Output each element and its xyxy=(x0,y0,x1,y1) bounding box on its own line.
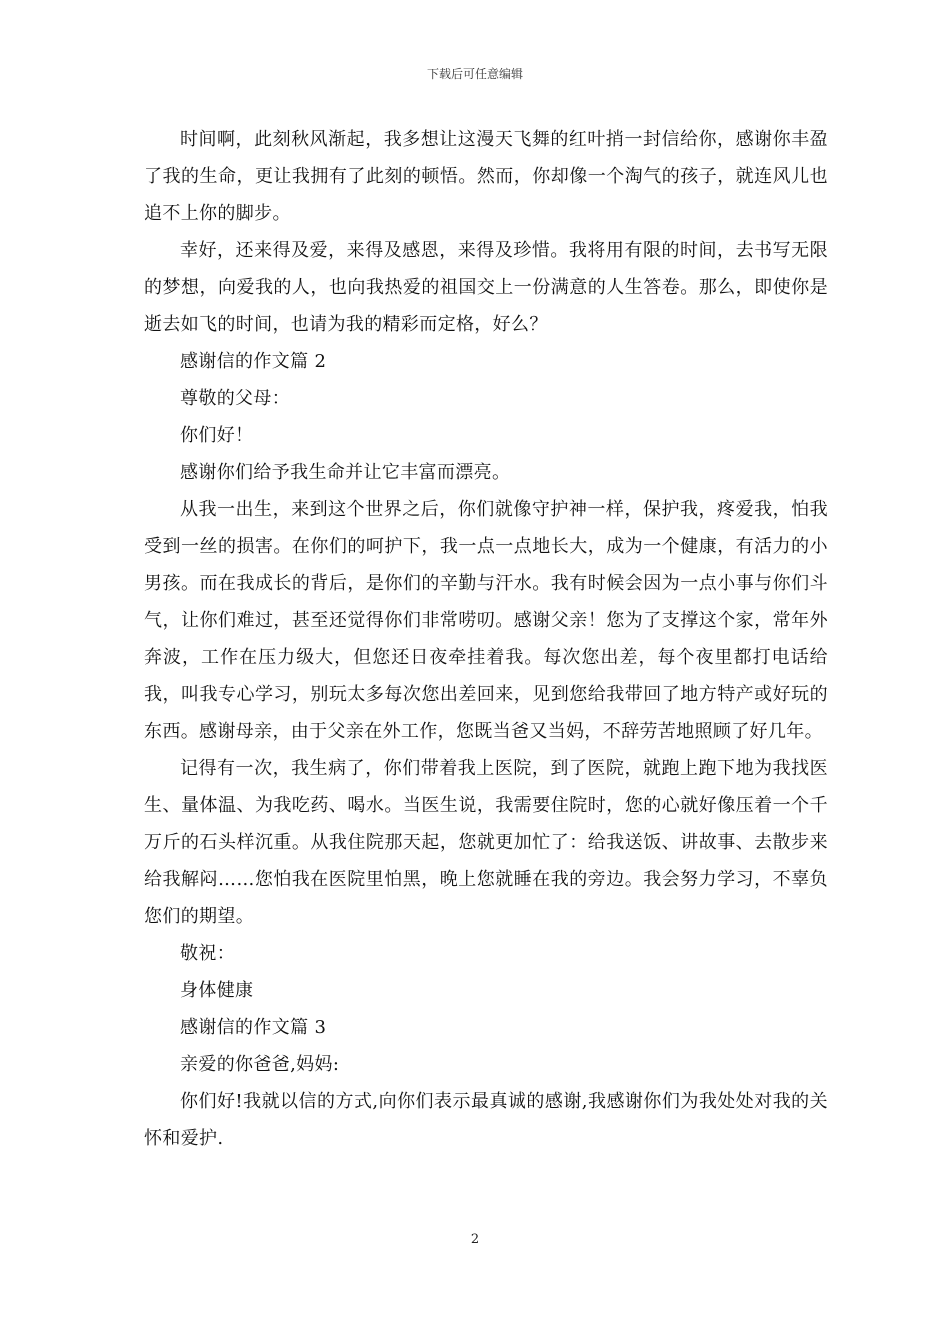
letter-wish: 身体健康 xyxy=(180,980,254,1001)
paragraph-since-birth: 从我一出生，来到这个世界之后，你们就像守护神一样，保护我，疼爱我，怕我受到一丝的损害。在你们的呵护下，我一点一点地长大，成为一个健康，有活力的小男孩。而在我成长的背后，是你们的辛勤与汗水。我有时候会因为一点小事与你们斗气，让你们难过，甚至还觉得你们非常唠叨。感谢父亲！您为了支撑这个家，常年外奔波，工作在压力级大，但您还日夜牵挂着我。每次您出差，每个夜里都打电话给我，叫我专心学习，别玩太多每次您出差回来，见到您给我带回了地方特产或好玩的东西。感谢母亲，由于父亲在外工作，您既当爸又当妈，不辞劳苦地照顾了好几年。 xyxy=(144,499,828,742)
paragraph-thanks-life: 感谢你们给予我生命并让它丰富而漂亮。 xyxy=(180,462,511,483)
paragraph-sincere-thanks: 你们好!我就以信的方式,向你们表示最真诚的感谢,我感谢你们为我处处对我的关怀和爱护. xyxy=(144,1091,828,1149)
page-header: 下载后可任意编辑 xyxy=(426,67,523,81)
paragraph-illness: 记得有一次，我生病了，你们带着我上医院，到了医院，就跑上跑下地为我找医生、量体温、为我吃药、喝水。当医生说，我需要住院时，您的心就好像压着一个千万斤的石头样沉重。从我住院那天起，您就更加忙了：给我送饭、讲故事、去散步来给我解闷……您怕我在医院里怕黑，晚上您就睡在我的旁边。我会努力学习，不辜负您们的期望。 xyxy=(144,758,828,927)
letter-salutation-dad-mom: 亲爱的你爸爸,妈妈: xyxy=(180,1054,340,1075)
document-body xyxy=(144,121,828,1157)
paragraph-time-autumn: 时间啊，此刻秋风渐起，我多想让这漫天飞舞的红叶捎一封信给你，感谢你丰盈了我的生命，更让我拥有了此刻的顿悟。然而，你却像一个淘气的孩子，就连风儿也追不上你的脚步。 xyxy=(144,129,828,224)
page-number: 2 xyxy=(470,1232,480,1247)
paragraph-fortunately: 幸好，还来得及爱，来得及感恩，来得及珍惜。我将用有限的时间，去书写无限的梦想，向爱我的人，也向我热爱的祖国交上一份满意的人生答卷。那么，即使你是逝去如飞的时间，也请为我的精彩而定格，好么？ xyxy=(144,240,828,335)
letter-closing: 敬祝： xyxy=(180,943,236,964)
letter-salutation-parents: 尊敬的父母： xyxy=(180,388,291,409)
section-heading-2: 感谢信的作文篇 2 xyxy=(180,351,327,372)
letter-greeting: 你们好！ xyxy=(180,425,254,446)
section-heading-3: 感谢信的作文篇 3 xyxy=(180,1017,327,1038)
